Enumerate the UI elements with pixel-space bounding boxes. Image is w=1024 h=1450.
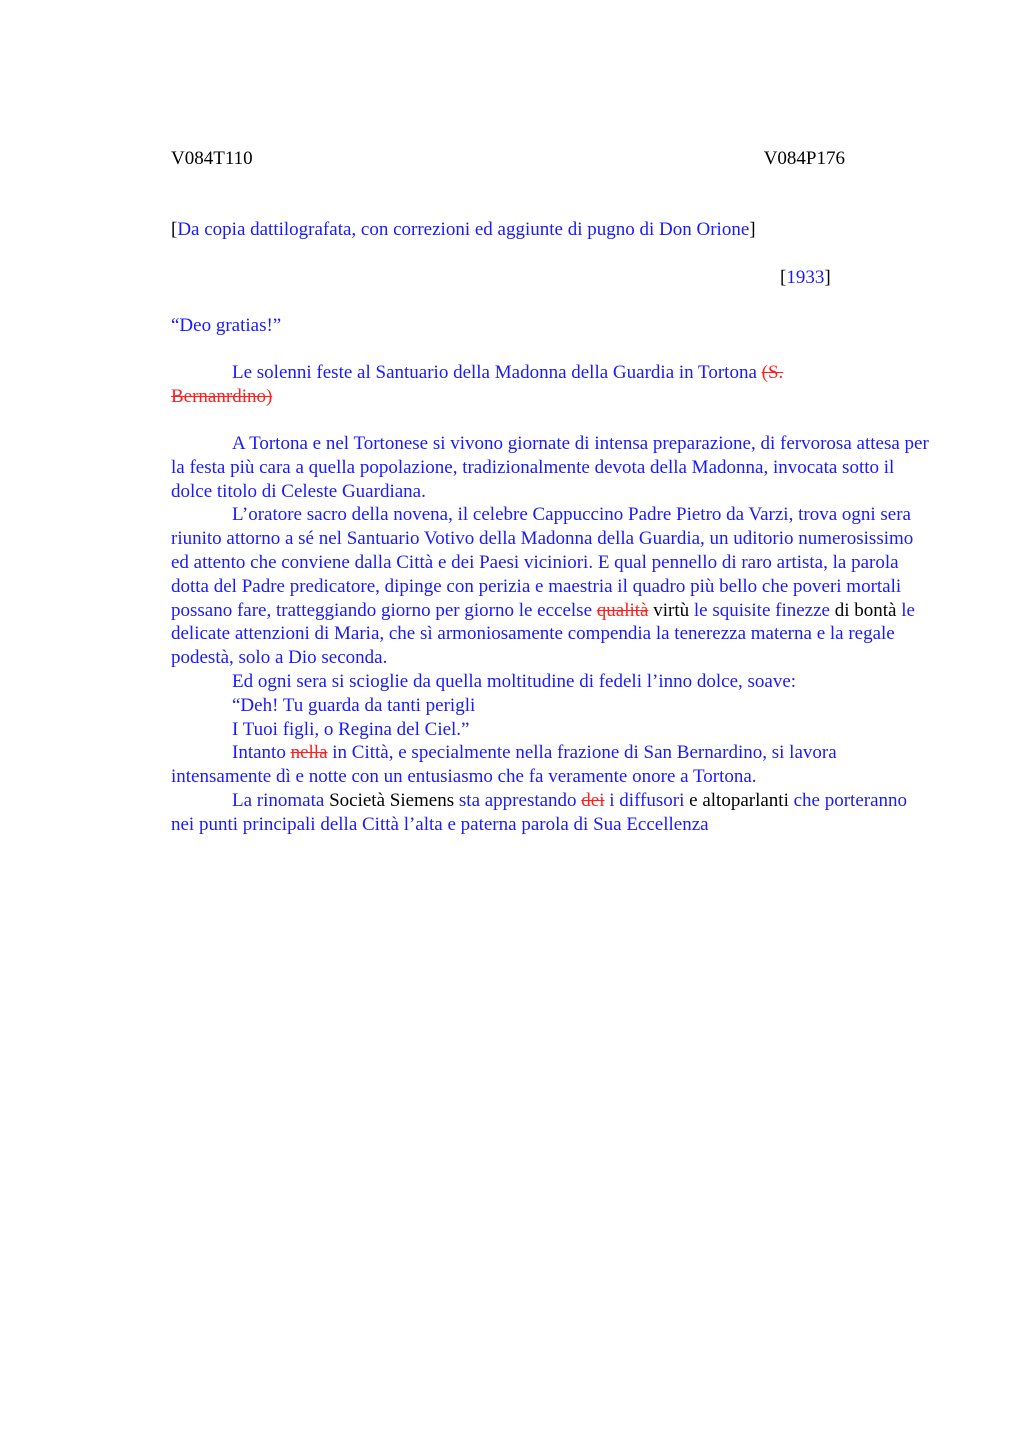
deletion-qualita: qualità bbox=[596, 599, 649, 621]
source-note: [Da copia dattilografata, con correzioni ed aggiunte di pugno di Don Orione] bbox=[171, 219, 756, 240]
paragraph-3: Ed ogni sera si scioglie da quella moltitudine di fedeli l’inno dolce, soave: bbox=[232, 670, 797, 692]
paragraph-2: L’oratore sacro della novena, il celebre Cappuccino Padre Pietro da Varzi, trova ogni sera riunito attorno a sé nel Santuario Votivo della Madonna della Guardia, un uditorio numerosissimo ed attento che conviene dalla Città e dei Paesi viciniori. E qual pennello di raro artista, la parola dotta del Padre predicatore, dipinge con perizia e maestria il quadro più bello che poveri mortali possano fare, tratteggiando giorno per giorno le eccelse qualità virtù le squisite finezze di bontà le delicate attenzioni di Maria, che sì armoniosamente compendia la tenerezza materna e la regale podestà, solo a Dio seconda. bbox=[171, 504, 915, 669]
code-left: V084T110 bbox=[171, 148, 253, 169]
article-title bbox=[171, 361, 871, 409]
paragraph-4: Intanto nella in Città, e specialmente nella frazione di San Bernardino, si lavora intensamente dì e notte con un entusiasmo che fa veramente onore a Tortona. bbox=[171, 742, 837, 788]
title-deletion: (S. Bernanrdino) bbox=[171, 362, 784, 407]
deletion-dei: dei bbox=[581, 789, 605, 811]
paragraph-1: A Tortona e nel Tortonese si vivono giornate di intensa preparazione, di fervorosa attesa per la festa più cara a quella popolazione, tradizionalmente devota della Madonna, invocata sotto il dolce titolo di Celeste Guardiana. bbox=[171, 433, 929, 502]
document-date: [1933] bbox=[780, 267, 831, 288]
source-note-text: Da copia dattilografata, con correzioni ed aggiunte di pugno di Don Orione bbox=[177, 219, 750, 240]
hymn-verse-1: “Deh! Tu guarda da tanti perigli bbox=[232, 694, 476, 716]
deo-gratias: “Deo gratias!” bbox=[171, 315, 282, 336]
code-right: V084P176 bbox=[763, 148, 845, 169]
deletion-nella: nella bbox=[290, 742, 328, 764]
hymn-verse-2: I Tuoi figli, o Regina del Ciel.” bbox=[232, 718, 470, 740]
date-text: 1933 bbox=[786, 267, 825, 288]
article-body bbox=[171, 432, 931, 837]
paragraph-5: La rinomata Società Siemens sta apprestando dei i diffusori e altoparlanti che porteranno nei punti principali della Città l’alta e paterna parola di Sua Eccellenza bbox=[171, 789, 908, 835]
title-text: Le solenni feste al Santuario della Madonna della Guardia in Tortona bbox=[232, 362, 757, 383]
